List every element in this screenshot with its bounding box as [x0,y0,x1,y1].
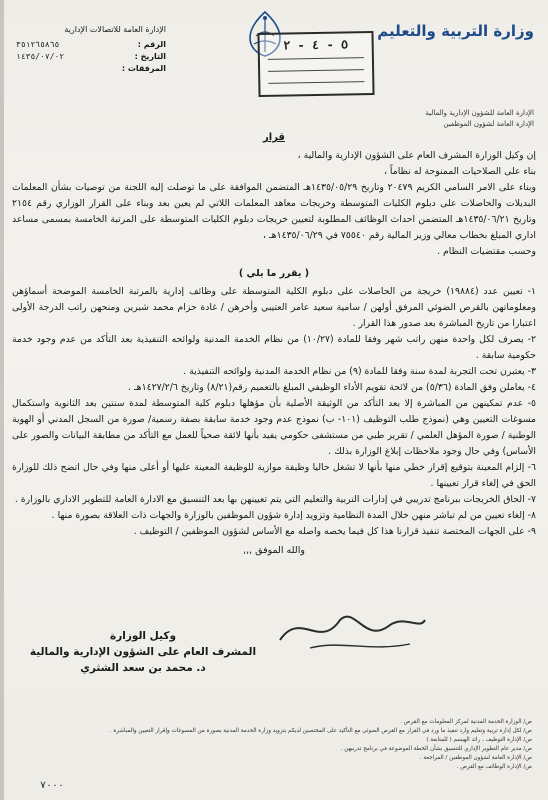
stamp-line [268,81,364,84]
decision-item: ٢- يصرف لكل واحدة منهن راتب شهر وفقا للمادة (١٠/٢٧) من نظام الخدمة المدنية ولوائحه التنفيذية بعد التأكد من عدم وجود خدمة حكومية سابقة . [12,334,537,361]
distribution-line: ص/ لكل إدارة تربية وتعليم وارد تنفيذ ما ورد في القرار مع القرص الضوئي مع التأكيد على المختصين لديكم بتزويد وزارة الخدمة المدنية بصورة من المسوغات وإقرار التعيين والمباشرة . [109,728,532,734]
handwritten-signature-icon [270,600,430,660]
decision-item: ٩- على الجهات المختصة تنفيذ قرارنا هذا كل فيما يخصه واصله مع الأساس لشؤون الموظفين / التوظيف . [133,526,536,537]
decision-heading: قرار [263,132,285,143]
closing-line: والله الموفق ,,, [243,545,305,556]
decision-item: ٦- إلزام المعينة بتوقيع إقرار خطي منها بأنها لا تشغل حاليا وظيفة موازية للوظيفة المعينة عليها أو أعلى منها وفي حال اتضح ذلك للوزارة الحق في إلغاء قرار تعيينها . [12,462,536,489]
document-code: ٧٠٠٠ [40,780,65,791]
intro-paragraph: إن وكيل الوزارة المشرف العام على الشؤون الإدارية والمالية ، [297,150,536,161]
stamp-line [268,57,364,60]
attachments-row [16,63,166,75]
intro-paragraph: وحسب مقتضيات النظام . [437,246,536,257]
date-row [16,51,166,63]
department-lines [384,108,534,130]
communications-department: الإدارة العامة للاتصالات الإدارية [64,25,166,34]
ref-label: الرقم : [137,40,166,49]
date-label: التاريخ : [134,52,166,61]
distribution-line: ص/ الإدارة التوظيف ، رائد الهيسم ( للمتابعة ) [426,737,532,743]
ref-value: ٣٥١٢٦٥٨٦٥ [16,40,60,49]
reference-block [16,24,166,75]
decision-item: ٣- يعتبرن تحت التجربة لمدة سنة وفقا للمادة (٩) من نظام الخدمة المدنية ولوائحه التنفيذية . [183,366,536,377]
decision-item: ١- تعيين عدد (١٩٨٨٤) خريجة من الحاصلات على دبلوم الكلية المتوسطة على وظائف إدارية بالمرتبة الخامسة الموضحة أسماؤهن ومعلوماتهن بالقرص الضوئي المرفق أولهن / سامية سعيد عامر العتيبي وأخرهن / غادة حزام محمد شبرين ومنحهن راتب الدرجة الأولى اعتبارا من تاريخ المباشرة بعد صدور هذا القرار . [12,286,536,329]
decision-item: ٨- إلغاء تعيين من لم تباشر منهن خلال المدة النظامية وتزويد إدارة شؤون الموظفين بالوزارة والجهات ذات العلاقة بصورة منها . [51,510,536,521]
intro-paragraph: بناء على الصلاحيات الممنوحة له نظاماً ، [383,166,536,177]
distribution-line: ص/ مدير عام التطوير الإداري للتنسيق بشأن الخطة الموضوعة في برنامج تدريبهن . [340,746,532,752]
date-value: ١٤٣٥/٠٧/٠٢ [16,52,65,61]
scan-edge [0,0,4,800]
signatory-title: وكيل الوزارة [110,630,176,642]
decision-body [12,148,536,559]
distribution-line: ص/ الإدارة الوظائف مع القرص . [456,764,532,770]
decides-heading: ( يقرر ما يلي ) [238,268,310,279]
ministry-header [377,22,534,130]
distribution-list [20,718,532,772]
signatory-name: د. محمد بن سعد الشثري [80,662,206,674]
ref-row [16,39,166,51]
ministry-title: وزارة التربية والتعليم [377,22,534,40]
decision-item: ٧- الحاق الخريجات ببرنامج تدريبي في إدارات التربية والتعليم التي يتم تعيينهن بها بعد التنسيق مع الادارة العامة للتطوير الاداري بالوزارة . [14,494,536,505]
stamp-number: ٥ - ٤ - ٢ [283,37,349,53]
distribution-line: ص/ الوزارة الخدمة المدنية لمركز المعلومات مع القرص . [400,719,532,725]
distribution-line: ص/ الإدارة العامة لشؤون الموظفين / المراجعة . [419,755,532,761]
registration-stamp [257,31,374,97]
department-line-2: الإدارة العامة لشؤون الموظفين [443,120,534,128]
attachments-label: المرفقات : [121,64,166,73]
signatory-role: المشرف العام على الشؤون الإدارية والمالية [29,646,257,658]
decision-item: ٥- عدم تمكينهن من المباشرة إلا بعد التأكد من الوثيقة الأصلية بأن مؤهلها دبلوم كلية المتوسطة لمدة سنتين بعد الثانوية واستكمال مسوغات التعيين وهي (نموذج طلب التوظيف (١٠١- ب) نموذج عدم وجود خدمة سابقة بصفة رسمية/ صورة من السجل المدني أو الهوية الوطنية / صورة المؤهل العلمي / تقرير طبي من مستشفى حكومي يفيد بأنها لائقة صحياً للعمل مع التأكد من مطابقة البيانات والصور على الأساس) وفي حال وجود ملاحظات إبلاغ الوزارة بذلك . [12,398,536,457]
signature-block [28,628,258,676]
department-line-1: الإدارة العامة للشؤون الإدارية والمالية [425,109,534,117]
decision-item: ٤- يعاملن وفق المادة (٥/٣٦) من لائحة تقويم الأداء الوظيفي المبلغ بالتعميم رقم(٨/٢١) وتاريخ ١٤٢٧/٢/٦هـ . [128,382,536,393]
stamp-line [268,69,364,72]
intro-paragraph: وبناء على الامر السامي الكريم ٢٠٤٧٩ وتاريخ ١٤٣٥/٠٥/٢٩هـ المتضمن الموافقة على ما توصلت إليه اللجنة من توصيات بشأن المعلمات البديلات والحاصلات على دبلوم الكليات المتوسطة وخريجات معاهد المعلمات اللاتي لم يعين بعد وبناء على القرار الوزاري رقم ٢١٥٤ وتاريخ ١٤٣٥/٠٦/٢١هـ المتضمن احداث الوظائف المطلوبة لتعيين خريجات دبلوم الكليات المتوسطة على المرتبة الخامسة بمسمى مساعد اداري المبلغ بخطاب معالي وزير المالية رقم ٧٥٥٤٠ في ١٤٣٥/٠٦/٢٩هـ ، [12,182,536,241]
